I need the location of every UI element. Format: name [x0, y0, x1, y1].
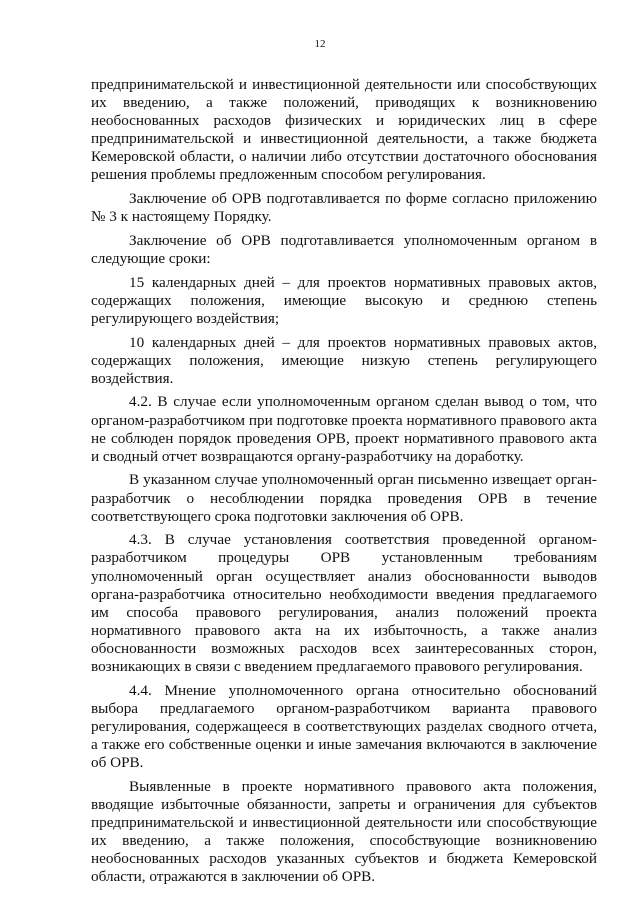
paragraph: 4.3. В случае установления соответствия проведенной органом-разработчиком процедуры ОРВ установленным требованиям уполномоченный орган осуществляет анализ обоснованности выводов органа-разработчика относительно необходимости введения предлагаемого им способа правового регулирования, анализ положений проекта нормативного правового акта на их избыточность, а также анализ обоснованности возможных расходов всех заинтересованных сторон, возникающих в связи с введением предлагаемого правового регулирования. [91, 531, 597, 675]
paragraph: Выявленные в проекте нормативного правового акта положения, вводящие избыточные обязанности, запреты и ограничения для субъектов предпринимательской и инвестиционной деятельности или способствующие их введению, а также положения, способствующие возникновению необоснованных расходов указанных субъектов и бюджета Кемеровской области, отражаются в заключении об ОРВ. [91, 777, 597, 886]
document-body [91, 76, 597, 892]
paragraph: Заключение об ОРВ подготавливается по форме согласно приложению № 3 к настоящему Порядку. [91, 190, 597, 226]
paragraph: 10 календарных дней – для проектов нормативных правовых актов, содержащих положения, имеющие низкую степень регулирующего воздействия. [91, 333, 597, 387]
paragraph: 15 календарных дней – для проектов нормативных правовых актов, содержащих положения, имеющие высокую и среднюю степень регулирующего воздействия; [91, 273, 597, 327]
paragraph: предпринимательской и инвестиционной деятельности или способствующих их введению, а также положений, приводящих к возникновению необоснованных расходов физических и юридических лиц в сфере предпринимательской и инвестиционной деятельности, а также бюджета Кемеровской области, о наличии либо отсутствии достаточного обоснования решения проблемы предложенным способом регулирования. [91, 76, 597, 184]
paragraph: 4.2. В случае если уполномоченным органом сделан вывод о том, что органом-разработчиком при подготовке проекта нормативного правового акта не соблюден порядок проведения ОРВ, проект нормативного правового акта и сводный отчет возвращаются органу-разработчику на доработку. [91, 393, 597, 465]
paragraph: В указанном случае уполномоченный орган письменно извещает орган-разработчик о несоблюдении порядка проведения ОРВ в течение соответствующего срока подготовки заключения об ОРВ. [91, 471, 597, 525]
paragraph: 4.4. Мнение уполномоченного органа относительно обоснований выбора предлагаемого органом-разработчиком варианта правового регулирования, содержащееся в соответствующих разделах сводного отчета, а также его собственные оценки и иные замечания включаются в заключение об ОРВ. [91, 681, 597, 772]
paragraph: Заключение об ОРВ подготавливается уполномоченным органом в следующие сроки: [91, 231, 597, 268]
page-number: 12 [314, 38, 326, 50]
